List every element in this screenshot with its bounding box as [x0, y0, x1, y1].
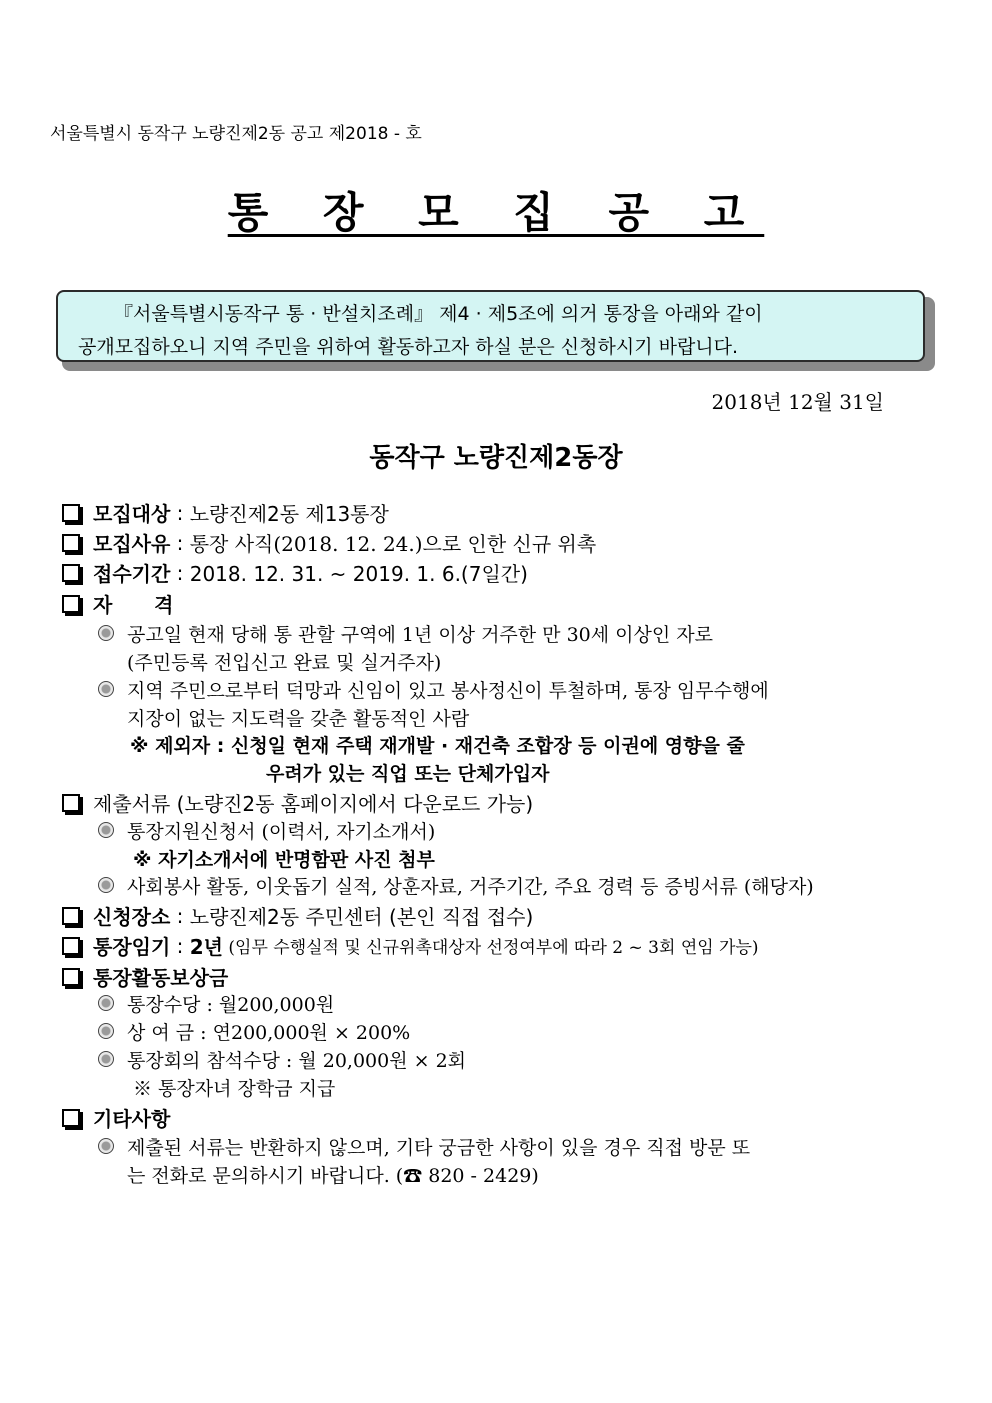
qual-item-2-line-1: 지역 주민으로부터 덕망과 신임이 있고 봉사정신이 투철하며, 통장 임무수행에: [127, 680, 769, 702]
qual-item-1-line-2: (주민등록 전입신고 완료 및 실거주자): [127, 652, 442, 674]
reward-item-1: 통장수당 : 월200,000원: [127, 994, 335, 1016]
page-title: [0, 180, 992, 240]
circle-bullet-icon: [98, 1138, 114, 1154]
section-separator: :: [170, 903, 190, 928]
docs-item-1: 통장지원신청서 (이력서, 자기소개서): [127, 821, 436, 843]
page-title-text: 통 장 모 집 공 고: [227, 188, 765, 237]
circle-bullet-icon: [98, 822, 114, 838]
section-separator: :: [170, 500, 190, 525]
circle-bullet-icon: [98, 877, 114, 893]
section-label: 신청장소: [93, 905, 171, 929]
notice-number: 서울특별시 동작구 노량진제2동 공고 제2018 - 호: [50, 124, 422, 144]
circle-bullet-icon: [98, 625, 114, 641]
checkbox-square-icon: [62, 1109, 80, 1127]
section-label: 통장임기: [93, 935, 171, 959]
section-value-bold: 2년: [189, 935, 223, 959]
section-target: [62, 498, 389, 527]
section-label: 기타사항: [93, 1107, 171, 1131]
issuer: 동작구 노량진제2동장: [369, 443, 623, 473]
reward-note: ※ 통장자녀 장학금 지급: [133, 1078, 336, 1100]
section-separator: :: [170, 530, 190, 555]
qual-item-1-line-1: 공고일 현재 당해 통 관할 구역에 1년 이상 거주한 만 30세 이상인 자로: [127, 624, 713, 646]
checkbox-square-icon: [62, 504, 80, 522]
docs-note: ※ 자기소개서에 반명함판 사진 첨부: [133, 849, 435, 871]
section-value: 노량진제2동 주민센터 (본인 직접 접수): [189, 905, 534, 929]
checkbox-square-icon: [62, 907, 80, 925]
circle-bullet-icon: [98, 681, 114, 697]
section-qualification: [62, 589, 173, 618]
section-value: (임무 수행실적 및 신규위촉대상자 선정여부에 따라 2 ~ 3회 연임 가능): [222, 938, 759, 958]
etc-line-2: 는 전화로 문의하시기 바랍니다. (☎ 820 - 2429): [127, 1165, 539, 1187]
checkbox-square-icon: [62, 534, 80, 552]
section-label: 제출서류 (노량진2동 홈페이지에서 다운로드 가능): [93, 792, 534, 816]
section-value: 통장 사직(2018. 12. 24.)으로 인한 신규 위촉: [189, 532, 597, 556]
exclusion-note-line-2: 우려가 있는 직업 또는 단체가입자: [266, 763, 550, 785]
circle-bullet-icon: [98, 1023, 114, 1039]
checkbox-square-icon: [62, 937, 80, 955]
checkbox-square-icon: [62, 595, 80, 613]
circle-bullet-icon: [98, 1051, 114, 1067]
section-label: 자 격: [93, 593, 174, 617]
checkbox-square-icon: [62, 564, 80, 582]
circle-bullet-icon: [98, 995, 114, 1011]
checkbox-square-icon: [62, 794, 80, 812]
section-period: [62, 558, 528, 587]
section-documents: [62, 788, 533, 817]
reward-item-3: 통장회의 참석수당 : 월 20,000원 × 2회: [127, 1050, 467, 1072]
section-label: 모집대상: [93, 502, 171, 526]
section-value: 2018. 12. 31. ~ 2019. 1. 6.(7일간): [189, 562, 528, 586]
section-value: 노량진제2동 제13통장: [189, 502, 389, 526]
checkbox-square-icon: [62, 968, 80, 986]
section-place: [62, 901, 533, 930]
qual-item-2-line-2: 지장이 없는 지도력을 갖춘 활동적인 사람: [127, 708, 470, 730]
section-reward: [62, 962, 228, 991]
section-label: 통장활동보상금: [93, 966, 229, 990]
exclusion-note-line-1: ※ 제외자 : 신청일 현재 주택 재개발 · 재건축 조합장 등 이권에 영향을 줄: [130, 735, 745, 757]
section-term: [62, 931, 759, 960]
section-reason: [62, 528, 596, 557]
intro-line-1: 『서울특별시동작구 통 · 반설치조례』 제4 · 제5조에 의거 통장을 아래와 같이: [114, 303, 763, 325]
etc-line-1: 제출된 서류는 반환하지 않으며, 기타 궁금한 사항이 있을 경우 직접 방문 또: [127, 1137, 751, 1159]
section-separator: :: [170, 933, 190, 958]
section-label: 접수기간: [93, 562, 171, 586]
reward-item-2: 상 여 금 : 연200,000원 × 200%: [127, 1022, 411, 1044]
section-separator: :: [170, 560, 190, 585]
docs-item-2: 사회봉사 활동, 이웃돕기 실적, 상훈자료, 거주기간, 주요 경력 등 증빙서류 (해당자): [127, 876, 814, 898]
intro-box: [56, 290, 925, 362]
intro-line-2: 공개모집하오니 지역 주민을 위하여 활동하고자 하실 분은 신청하시기 바랍니다.: [78, 336, 739, 358]
section-etc: [62, 1103, 170, 1132]
section-label: 모집사유: [93, 532, 171, 556]
notice-date: 2018년 12월 31일: [711, 390, 884, 414]
